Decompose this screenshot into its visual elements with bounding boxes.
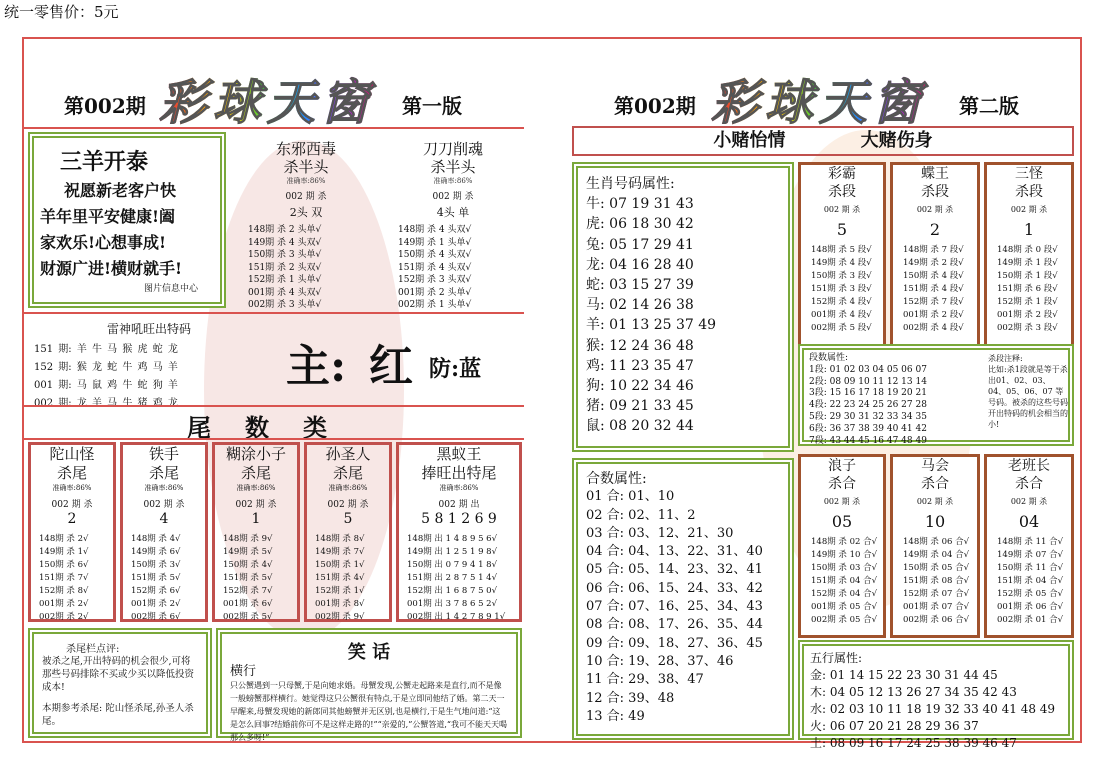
history-row: 150期 杀 3 段√	[811, 271, 872, 281]
sum-row: 01 合: 01、10	[586, 489, 675, 505]
history-row: 149期 杀 5√	[223, 547, 273, 557]
left-header-rule	[24, 127, 524, 129]
history-row: 151期 杀 6 段√	[997, 284, 1058, 294]
history-row: 148期 杀 06 合√	[903, 537, 970, 547]
left-brand-logo: 彩球天窗	[159, 64, 375, 133]
tail-title: 孙圣人	[325, 445, 371, 463]
heima-subtitle: 捧旺出特尾	[421, 464, 497, 482]
duan-subtitle: 杀段	[1015, 184, 1043, 200]
dongxie-issue: 002 期 杀	[285, 192, 327, 202]
history-row: 148期 杀 11 合√	[997, 537, 1064, 547]
blessing-footer: 图片信息中心	[143, 284, 198, 294]
history-row: 152期 杀 1√	[315, 586, 365, 596]
tail-title: 陀山怪	[49, 445, 95, 463]
sum-row: 04 合: 04、13、22、31、40	[586, 544, 763, 560]
segment-note-title: 杀段注释:	[988, 354, 1023, 363]
segment-row: 7段: 43 44 45 16 47 48 49	[809, 435, 927, 446]
tail-rate: 准确率:86%	[236, 484, 276, 492]
left-rule-4	[24, 438, 524, 440]
segment-note	[988, 353, 1068, 430]
history-row: 001期 杀 4 头双√	[248, 287, 322, 298]
duan-history	[893, 244, 977, 335]
sum-kill-column	[890, 454, 980, 638]
history-row: 001期 杀 05 合√	[811, 602, 878, 612]
zodiac-row: 猴: 12 24 36 48	[586, 337, 694, 354]
zodiac-attributes-box	[572, 162, 794, 452]
sum-kill-number: 05	[831, 512, 853, 531]
daodao-column	[386, 140, 520, 310]
history-row: 001期 杀 2 段√	[997, 310, 1058, 320]
joke-box	[216, 628, 522, 742]
history-row: 151期 杀 04 合√	[997, 576, 1064, 586]
blessing-line: 羊年里平安健康!阖	[40, 207, 176, 226]
tail-history	[215, 533, 297, 624]
zodiac-row: 蛇: 03 15 27 39	[586, 277, 694, 294]
main-pick-label: 主:	[286, 341, 347, 392]
zodiac-title: 生肖号码属性:	[586, 176, 675, 192]
left-page	[24, 40, 524, 740]
leishen-title: 雷神吼旺出特码	[106, 322, 191, 336]
history-row: 149期 杀 7√	[315, 547, 365, 557]
zodiac-row: 羊: 01 13 25 37 49	[586, 317, 717, 334]
retail-price: 统一零售价：5元	[4, 3, 119, 21]
zodiac-row: 牛: 07 19 31 43	[586, 196, 694, 213]
dongxie-history	[236, 224, 376, 312]
right-page	[566, 40, 1076, 750]
sum-kill-issue: 002 期 杀	[1010, 497, 1048, 506]
duan-title: 三怪	[1015, 166, 1043, 182]
history-row: 151期 杀 08 合√	[903, 576, 970, 586]
history-row: 149期 杀 4 段√	[811, 258, 872, 268]
joke-body: 只公蟹遇到一只母蟹,于是向她求婚。母蟹发现,公蟹走起路来是直行,而不是像一般螃蟹那样横行。她觉得这只公蟹很有特点,于是立即同他结了婚。第二天一早醒来,母蟹发现她的新郎同其他螃蟹并无区别,也是横行,于是生气地问道:“这是怎么回事?结婚前你可不是这样走路的!”“亲爱的,”公蟹答道,“我可不能天天喝那么多呀!”	[230, 681, 507, 742]
history-row: 152期 杀 1 头单√	[248, 275, 322, 285]
history-row: 002期 杀 3 头单√	[248, 300, 322, 310]
history-row: 148期 杀 4√	[131, 534, 181, 544]
history-row: 002期 杀 6√	[131, 612, 181, 622]
tail-column	[120, 442, 208, 622]
history-row: 149期 杀 1 段√	[997, 258, 1058, 268]
history-row: 152期 出 1 6 8 7 5 0√	[407, 586, 498, 596]
segment-row: 4段: 22 23 24 25 26 27 28	[809, 400, 927, 411]
tail-column	[28, 442, 116, 622]
history-row: 150期 出 0 7 9 4 1 8√	[407, 560, 498, 570]
five-elements-title: 五行属性:	[810, 651, 863, 665]
history-row: 149期 杀 07 合√	[997, 550, 1064, 560]
sum-row: 07 合: 07、16、25、34、43	[586, 599, 763, 615]
history-row: 151期 杀 5√	[223, 573, 273, 583]
history-row: 001期 杀 07 合√	[903, 602, 970, 612]
segment-attributes-box	[798, 344, 1074, 446]
history-row: 001期 杀 2√	[131, 599, 181, 609]
dongxie-column	[236, 140, 376, 310]
sum-row: 06 合: 06、15、24、33、42	[586, 580, 763, 596]
sum-kill-subtitle: 杀合	[1015, 476, 1043, 492]
history-row: 001期 杀 2√	[39, 599, 89, 609]
tail-rate: 准确率:86%	[144, 484, 184, 492]
right-header	[566, 60, 1076, 131]
five-elements-row: 金: 01 14 15 22 23 30 31 44 45	[810, 668, 998, 682]
duan-subtitle: 杀段	[921, 184, 949, 200]
segment-row: 6段: 36 37 38 39 40 41 42	[809, 423, 927, 434]
comment-box	[28, 628, 212, 738]
right-edition: 第二版	[959, 94, 1019, 118]
history-row: 148期 杀 2 头单√	[248, 225, 322, 235]
history-row: 002期 杀 06 合√	[903, 615, 970, 625]
sum-row: 10 合: 19、28、37、46	[586, 653, 734, 669]
heima-rate: 准确率:86%	[439, 484, 479, 492]
left-header	[24, 60, 524, 131]
history-row: 151期 杀 3 段√	[811, 284, 872, 294]
history-row: 148期 杀 7 段√	[903, 245, 964, 255]
tail-column	[304, 442, 392, 622]
sum-attributes-box	[572, 458, 794, 740]
history-row: 150期 杀 4√	[223, 560, 273, 570]
segment-table	[809, 353, 984, 447]
history-row: 148期 杀 02 合√	[811, 537, 878, 547]
sum-kill-issue: 002 期 杀	[823, 497, 861, 506]
duan-history	[801, 244, 883, 335]
zodiac-row: 虎: 06 18 30 42	[586, 216, 694, 233]
sum-kill-title: 马会	[921, 458, 949, 474]
comment-reference: 本期参考杀尾: 陀山怪杀尾,孙圣人杀尾。	[42, 703, 194, 727]
sum-row: 11 合: 29、38、47	[586, 672, 704, 688]
sum-kill-number: 10	[924, 512, 946, 531]
tail-history	[307, 533, 389, 624]
dongxie-subtitle: 杀半头	[283, 158, 329, 176]
history-row: 149期 出 1 2 5 1 9 8√	[407, 547, 498, 557]
history-row: 001期 杀 06 合√	[997, 602, 1064, 612]
duan-number: 5	[836, 220, 848, 239]
history-row: 150期 杀 3√	[131, 560, 181, 570]
leishen-row: 152 期: 猴 龙 蛇 牛 鸡 马 羊	[34, 362, 178, 373]
daodao-history	[386, 224, 520, 312]
five-elements-row: 火: 06 07 20 21 28 29 36 37	[810, 719, 979, 733]
comment-body: 被杀之尾,开出特码的机会很少,可将那些号码排除不买或少买以降低投资成本!	[42, 656, 195, 693]
left-issue: 第002期	[64, 94, 146, 118]
sum-row: 08 合: 08、17、26、35、44	[586, 617, 763, 633]
sum-row: 03 合: 03、12、21、30	[586, 525, 734, 541]
history-row: 002期 杀 4 段√	[903, 323, 964, 333]
leishen-row: 151 期: 羊 牛 马 猴 虎 蛇 龙	[34, 344, 178, 355]
history-row: 148期 杀 4 头双√	[398, 225, 472, 235]
history-row: 150期 杀 03 合√	[811, 563, 878, 573]
history-row: 150期 杀 11 合√	[997, 563, 1064, 573]
blessing-box	[28, 132, 226, 308]
comment-title: 杀尾栏点评:	[66, 644, 120, 655]
history-row: 150期 杀 6√	[39, 560, 89, 570]
five-elements-row: 木: 04 05 12 13 26 27 34 35 42 43	[810, 685, 1017, 699]
sum-row: 09 合: 09、18、27、36、45	[586, 635, 763, 651]
sum-kill-title: 浪子	[828, 458, 856, 474]
dongxie-title: 东邪西毒	[275, 140, 336, 158]
duan-number: 1	[1023, 220, 1035, 239]
heima-title: 黑蚁王	[436, 445, 482, 463]
zodiac-row: 龙: 04 16 28 40	[586, 256, 694, 273]
segment-row: 5段: 29 30 31 32 33 34 35	[809, 411, 927, 422]
history-row: 148期 杀 9√	[223, 534, 273, 544]
tail-issue: 002 期 杀	[51, 500, 93, 510]
sum-kill-issue: 002 期 杀	[916, 497, 954, 506]
heima-issue: 002 期 出	[438, 500, 480, 510]
history-row: 148期 杀 8√	[315, 534, 365, 544]
guard-pick: 防:蓝	[429, 356, 482, 382]
history-row: 001期 杀 4 段√	[811, 310, 872, 320]
history-row: 148期 出 1 4 8 9 5 6√	[407, 534, 498, 544]
tail-issue: 002 期 杀	[235, 500, 277, 510]
sum-row: 05 合: 05、14、23、32、41	[586, 562, 763, 578]
history-row: 151期 杀 04 合√	[811, 576, 878, 586]
duan-title: 彩霸	[828, 166, 856, 182]
history-row: 151期 杀 2 头双√	[248, 262, 322, 273]
tail-number: 4	[159, 511, 169, 527]
daodao-title: 刀刀削魂	[422, 140, 483, 158]
history-row: 148期 杀 5 段√	[811, 245, 872, 255]
tail-title: 铁手	[148, 445, 179, 463]
heima-column	[396, 442, 522, 622]
history-row: 149期 杀 1 头单√	[398, 237, 472, 248]
history-row: 001期 杀 8√	[315, 599, 365, 609]
left-rule-2	[24, 312, 524, 314]
sum-kill-number: 04	[1018, 512, 1040, 531]
segment-row: 1段: 01 02 03 04 05 06 07	[809, 364, 927, 375]
sum-kill-subtitle: 杀合	[828, 476, 856, 492]
history-row: 002期 杀 2√	[39, 612, 89, 622]
history-row: 148期 杀 0 段√	[997, 245, 1058, 255]
history-row: 150期 杀 05 合√	[903, 563, 970, 573]
daodao-rate: 准确率:86%	[433, 177, 473, 185]
zodiac-row: 猪: 09 21 33 45	[586, 398, 694, 415]
history-row: 002期 出 1 4 2 7 8 9 1√	[407, 612, 506, 622]
sum-kill-subtitle: 杀合	[921, 476, 949, 492]
blessing-line: 祝愿新老客户快	[64, 181, 177, 200]
duan-subtitle: 杀段	[828, 184, 856, 200]
history-row: 001期 杀 2 段√	[903, 310, 964, 320]
history-row: 152期 杀 07 合√	[903, 589, 970, 599]
sum-kill-column	[798, 454, 886, 638]
history-row: 151期 杀 7√	[39, 573, 89, 583]
zodiac-row: 鸡: 11 23 35 47	[586, 357, 694, 374]
tail-issue: 002 期 杀	[327, 500, 369, 510]
sum-kill-column	[984, 454, 1074, 638]
history-row: 151期 杀 5√	[131, 573, 181, 583]
history-row: 152期 杀 4 段√	[811, 297, 872, 307]
sum-kill-history	[893, 536, 977, 627]
history-row: 150期 杀 1√	[315, 560, 365, 570]
sum-title: 合数属性:	[586, 471, 647, 487]
motto-banner: 小赌怡情 大赌伤身	[572, 126, 1074, 156]
history-row: 152期 杀 04 合√	[811, 589, 878, 599]
history-row: 002期 杀 05 合√	[811, 615, 878, 625]
history-row: 002期 杀 3 段√	[997, 323, 1058, 333]
left-edition: 第一版	[402, 94, 462, 118]
five-elements-box	[798, 640, 1074, 750]
tail-history	[31, 533, 113, 624]
history-row: 151期 杀 4 头双√	[398, 262, 472, 273]
right-brand-logo: 彩球天窗	[711, 64, 927, 133]
history-row: 151期 出 2 8 7 5 1 4√	[407, 573, 498, 583]
tail-number: 2	[67, 511, 77, 527]
daodao-subtitle: 杀半头	[430, 158, 476, 176]
sum-kill-history	[987, 536, 1071, 627]
history-row: 002期 杀 1 头单√	[398, 300, 472, 310]
segment-row: 3段: 15 16 17 18 19 20 21	[809, 388, 927, 399]
history-row: 150期 杀 3 头单√	[248, 250, 322, 260]
segment-row: 2段: 08 09 10 11 12 13 14	[809, 376, 927, 387]
duan-issue: 002 期 杀	[823, 205, 861, 214]
sum-row: 13 合: 49	[586, 708, 645, 724]
history-row: 152期 杀 8√	[39, 586, 89, 596]
tail-title: 糊涂小子	[225, 445, 286, 463]
history-row: 149期 杀 1√	[39, 547, 89, 557]
history-row: 001期 杀 6√	[223, 599, 273, 609]
tail-number: 1	[251, 511, 261, 527]
heima-number: 5 8 1 2 6 9	[421, 511, 497, 527]
sum-row: 02 合: 02、11、2	[586, 507, 696, 523]
tail-issue: 002 期 杀	[143, 500, 185, 510]
five-elements-row: 土: 08 09 16 17 24 25 38 39 46 47	[810, 736, 1017, 750]
duan-issue: 002 期 杀	[1010, 205, 1048, 214]
history-row: 152期 杀 3 头双√	[398, 275, 472, 285]
daodao-value: 4头 单	[436, 206, 470, 219]
sum-row: 12 合: 39、48	[586, 690, 675, 706]
dongxie-rate: 准确率:86%	[286, 177, 326, 185]
history-row: 149期 杀 6√	[131, 547, 181, 557]
history-row: 150期 杀 4 段√	[903, 271, 964, 281]
right-issue: 第002期	[614, 94, 696, 118]
history-row: 151期 杀 4√	[315, 573, 365, 583]
history-row: 149期 杀 10 合√	[811, 550, 878, 560]
tail-subtitle: 杀尾	[56, 464, 87, 482]
history-row: 152期 杀 7√	[223, 586, 273, 596]
duan-issue: 002 期 杀	[916, 205, 954, 214]
duan-history	[987, 244, 1071, 335]
history-row: 002期 杀 5 段√	[811, 323, 872, 333]
history-row: 001期 出 3 7 8 6 5 2√	[407, 599, 498, 609]
duan-number: 2	[929, 220, 941, 239]
tail-subtitle: 杀尾	[148, 464, 179, 482]
history-row: 149期 杀 2 段√	[903, 258, 964, 268]
history-row: 151期 杀 4 段√	[903, 284, 964, 294]
history-row: 152期 杀 05 合√	[997, 589, 1064, 599]
blessing-line: 财源广进!横财就手!	[40, 259, 183, 278]
tail-subtitle: 杀尾	[240, 464, 271, 482]
zodiac-row: 兔: 05 17 29 41	[586, 236, 694, 253]
tail-subtitle: 杀尾	[332, 464, 363, 482]
history-row: 152期 杀 7 段√	[903, 297, 964, 307]
dongxie-value: 2头 双	[289, 206, 323, 219]
tail-history	[123, 533, 205, 624]
joke-title: 笑 话	[347, 642, 391, 663]
history-row: 002期 杀 5√	[223, 612, 273, 622]
tail-number: 5	[343, 511, 353, 527]
blessing-line: 家欢乐!心想事成!	[40, 233, 167, 252]
tail-section-title: 尾数类	[187, 413, 361, 442]
heima-history	[399, 533, 519, 624]
history-row: 149期 杀 04 合√	[903, 550, 970, 560]
leishen-row: 001 期: 马 鼠 鸡 牛 蛇 狗 羊	[34, 380, 178, 391]
history-row: 150期 杀 4 头双√	[398, 250, 472, 260]
history-row: 150期 杀 1 段√	[997, 271, 1058, 281]
segment-note-body: 比如:杀1段就是等于杀出01、02、03、04、05、06、07 等号码。被杀的这些号码开出特码的机会相当的小!	[988, 365, 1068, 429]
zodiac-row: 鼠: 08 20 32 44	[586, 418, 694, 435]
zodiac-row: 狗: 10 22 34 46	[586, 378, 694, 395]
blessing-title: 三羊开泰	[60, 149, 149, 175]
left-rule-3	[24, 405, 524, 407]
leishen-section	[34, 320, 264, 409]
tail-rate: 准确率:86%	[52, 484, 92, 492]
main-pick-value: 红	[369, 341, 413, 392]
sum-kill-history	[801, 536, 883, 627]
history-row: 152期 杀 6√	[131, 586, 181, 596]
leishen-row: 002 期: 龙 羊 马 牛 猪 鸡 龙	[34, 398, 178, 409]
tail-rate: 准确率:86%	[328, 484, 368, 492]
tail-column	[212, 442, 300, 622]
history-row: 002期 杀 01 合√	[997, 615, 1064, 625]
duan-title: 蝶王	[921, 166, 949, 182]
history-row: 001期 杀 2 头单√	[398, 287, 472, 298]
history-row: 152期 杀 1 段√	[997, 297, 1058, 307]
sum-kill-title: 老班长	[1008, 458, 1050, 474]
five-elements-row: 水: 02 03 10 11 18 19 32 33 40 41 48 49	[810, 702, 1056, 716]
daodao-issue: 002 期 杀	[432, 192, 474, 202]
joke-subtitle: 横行	[230, 664, 257, 679]
history-row: 149期 杀 4 头双√	[248, 237, 322, 248]
history-row: 148期 杀 2√	[39, 534, 89, 544]
zodiac-row: 马: 02 14 26 38	[586, 297, 694, 314]
segment-title: 段数属性:	[809, 353, 849, 363]
history-row: 002期 杀 9√	[315, 612, 365, 622]
